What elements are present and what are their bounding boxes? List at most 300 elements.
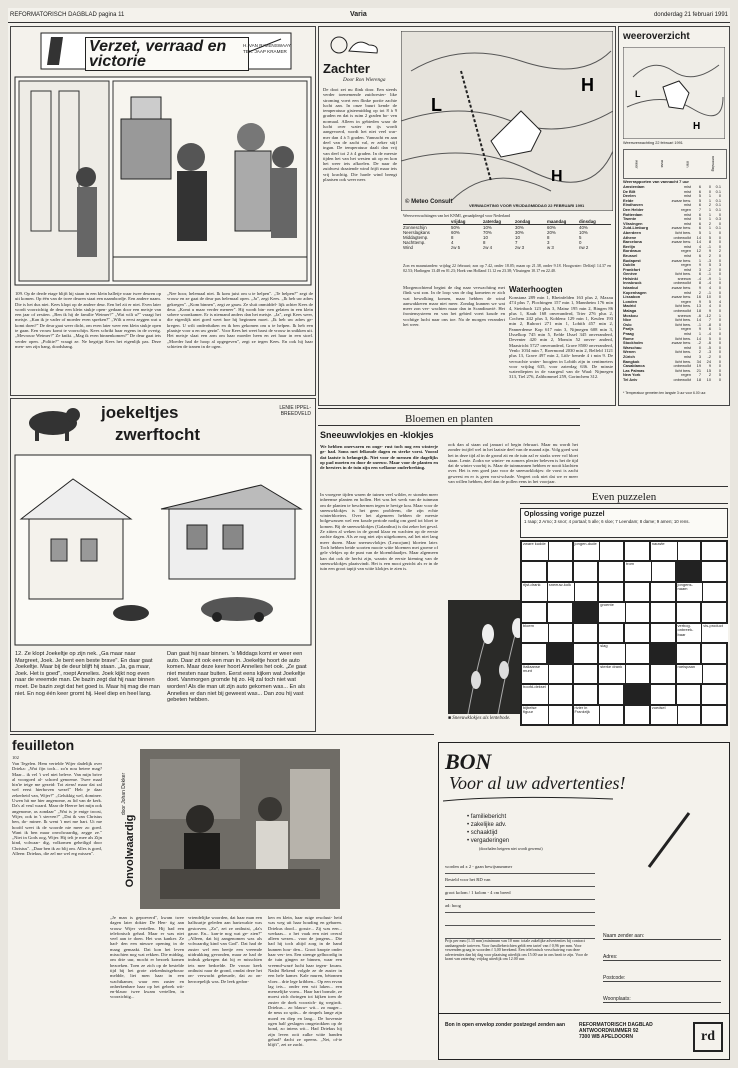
puzzle-solution-text: 1 raap; 2 Arno; 3 snor; 4 portaal; 5 alle; 6 sloe; 7 Leendam; 8 dame; 9 amen; 10 rens. xyxy=(524,519,690,524)
weather-row-label: Wind xyxy=(403,245,414,250)
city-max: 14 xyxy=(696,336,701,341)
city-max: 5 xyxy=(698,194,701,199)
city-nsl: 0 xyxy=(718,345,721,350)
puzzle-solution-title: Oplossing vorige puzzel xyxy=(524,511,605,518)
city-name: Budapest xyxy=(623,258,641,263)
crossword-cell[interactable] xyxy=(676,643,702,663)
city-min: 9 xyxy=(708,249,711,254)
weather-section xyxy=(318,26,616,406)
europe-map-caption: Weersverwachting 22 februari 1991 xyxy=(623,141,683,145)
city-name: Rome xyxy=(623,336,634,341)
crossword-cell[interactable] xyxy=(624,582,650,602)
city-nsl: 0 xyxy=(718,212,721,217)
rd-logo: rd xyxy=(693,1022,723,1052)
city-name: Casablanca xyxy=(623,364,645,369)
city-nsl: 0 xyxy=(718,364,721,369)
city-max: 19 xyxy=(696,364,701,369)
city-min: -3 xyxy=(707,258,711,263)
city-nsl: 0 xyxy=(718,221,721,226)
crossword-cell[interactable] xyxy=(701,602,727,622)
svg-text:L: L xyxy=(431,95,442,115)
joekeltjes-title-2: zwerftocht xyxy=(115,425,200,444)
city-nsl: 0 xyxy=(718,332,721,336)
ad-option-label: vergaderingen xyxy=(470,838,510,844)
crossword-cell[interactable] xyxy=(573,664,599,684)
ad-footer xyxy=(439,1013,729,1060)
crossword-cell[interactable] xyxy=(598,684,624,704)
crossword-cell[interactable] xyxy=(547,664,573,684)
city-max: 1 xyxy=(698,258,701,263)
feuilleton-col3: vriendelijke woorden, dat haar man een halfuurtje geleden aan hartzwakte was gestorven. „Zo", zei ze onthutst, „da's gauw. En... kan-ie nog wat ge- zien?" „Alleen, dat hij aangenomen was als volwaardig kind van God". Dat had de zuster wel een beetje een vreemde uitdrukking gevonden, maar ze had de indruk gekregen dat hij er misschien iets mee bedoelde. De vrouw keek onthutst naar de grond, omdat deze het on- verwacht gebeurde, dat zo on- herroepelijk was. De leek gedon- xyxy=(188,915,262,984)
city-weer: licht bew. xyxy=(674,318,691,323)
bloemen-col1: In vroegere tijden waren de tuinen veel wilder, er stonden meer inheemse planten en bollen. Het was het werk van de tuinman om de planten te beschermen tegen te hevige kou. Maar voor de sneeuwklokjes is het geen probleem, die zijn echte winterbloeiers. Over het algemeen hebben de meeste bolgewassen wel een koude periode nodig om goed tot bloei te komen. Bij de sneeuwklokjes (Galanthus) is dat zeker het geval. Ze zitten al weken in de grond klaar en wachten op de eerste zachte dagen. Als ze nog niet zijn uitgekomen, zal het niet lang meer duren. Maar sneeuwvlokjes (Leucojum) bloeien later. Toch hebben beide soorten mooie witte bloemen met groene of gele vlekjes op de punt van de bloemblaadjes. Maar algemeen kan dat ook de herfst zijn, waarin de eerste kieming van de sneeuwklokjes plaatsvindt. Het is een mooi gezicht als er in de tuin een groot tapijt van witte klokjes te zien is. xyxy=(320,492,438,572)
feuilleton-col2: „Je man is gepoeverd", kwam twee dagen later dokter De Hen- tig aan vrouw Wijer vertellen. Hij had een telefonisch gehad. Maar er was niet veel aan te doen. Het was kanker. Ze had- den een nieuwe opening in de maag gemaakt. Dat kon het leven misschien nog wat rekken. Die middag, om drie uur, mocht er bezoek komen bezoeken. Toen ze zich op de bestelde tijd bij het grote ziekenhuisgebouw meldde, liet men haar in een wachtkamer, waar een zuster en onherkenbare haar op het gebrek wit-en-blauw twee kwam vertellen, in voorzichtig... xyxy=(110,915,184,1000)
city-max: 14 xyxy=(696,240,701,245)
verzet-credits: H. VAN RAVENSWAAY TEK. JAAP KRAMER xyxy=(243,43,291,54)
ad-address-field[interactable] xyxy=(603,919,721,940)
crossword-cell[interactable] xyxy=(521,643,547,663)
city-name: Rotterdam xyxy=(623,212,643,217)
ad-field-label: Adres: xyxy=(603,954,618,960)
verzet-title: Verzet, verraad en victorie xyxy=(85,37,249,71)
crossword-cell[interactable] xyxy=(650,684,676,704)
weather-cell: 10 xyxy=(515,235,520,240)
weather-row-label: Neerslagkans xyxy=(403,230,430,235)
city-nsl: 0 xyxy=(718,230,721,235)
legend-min: min xyxy=(685,160,691,168)
ad-option[interactable] xyxy=(467,829,607,837)
newspaper-page xyxy=(8,8,730,1060)
city-weer: licht bew. xyxy=(674,230,691,235)
city-name: Twente xyxy=(623,217,637,222)
city-name: Vlissingen xyxy=(623,221,643,226)
city-weer: zwaar bew. xyxy=(671,258,691,263)
city-nsl: 0 xyxy=(718,336,721,341)
city-name: Kopenhagen xyxy=(623,290,647,295)
weather-map xyxy=(401,31,613,211)
weather-day-1: vrijdag xyxy=(451,219,466,224)
city-weer: licht bew. xyxy=(674,368,691,373)
city-min: 5 xyxy=(708,263,711,268)
city-nsl: 0 xyxy=(718,267,721,272)
crossword-cell[interactable] xyxy=(676,541,702,561)
crossword-block xyxy=(650,643,676,663)
crossword-cell[interactable] xyxy=(701,705,727,725)
city-nsl: 0 xyxy=(718,286,721,291)
ad-form-line[interactable]: groot kolom / 1 kolom - 4 cm breed xyxy=(445,887,595,900)
feuilleton-story xyxy=(10,734,434,1059)
issue-date: donderdag 21 februari 1991 xyxy=(653,12,728,18)
city-name: Istanbul xyxy=(623,286,638,291)
city-min: 15 xyxy=(706,368,711,373)
city-weer: mist xyxy=(683,217,691,222)
weather-row-label: Zonneschijn xyxy=(403,225,427,230)
waterhoogten-title: Waterhoogten xyxy=(509,285,563,294)
verzet-text-col2: „Nee hoor, helemaal niet. Ik kom juist om u te helpen". „Te helpen?" zegt de vrouw en ze gaat de deur pas helemaal open. „Ja", zegt Kees. „Ik heb uw adres gekregen". „Kom binnen", zegt ze gauw. Ze sluit onmiddel- lijk achter Kees de deur. „Komt u maar verder meneer". Hij wordt bin- nen gelaten in een klein sobere woonkamer. Er is niemand anders dan het meisje. „Ja", zegt Kees weer, die eigenlijk niet goed weet hoe hij beginnen moet. „Ik heb uw adres ge- kregen. U wilt onderduiken en ik ben gekomen om u te helpen. Ik heb een plaatsje voor u en uw gezin". Voor Kees het weet barst de vrouw in snikken uit. Het meisje slaat een arm om haar moeder heen en zet haar in een stoel. „Moeder had de hoop al opgegeven", zegt ze tegen Kees. En ook hij haar schieten de tranen in de ogen. xyxy=(167,291,313,349)
ad-blank-line[interactable] xyxy=(445,926,595,939)
weather-cell: 5 xyxy=(579,235,582,240)
ad-address-field[interactable] xyxy=(603,940,721,961)
crossword-cell[interactable] xyxy=(650,664,676,684)
crossword-cell[interactable] xyxy=(547,541,573,561)
crossword-cell[interactable] xyxy=(701,684,727,704)
city-max: 18 xyxy=(696,377,701,382)
crossword-cell[interactable] xyxy=(701,561,727,581)
city-min: -1 xyxy=(707,272,711,277)
city-min: -8 xyxy=(707,322,711,327)
city-name: Madrid xyxy=(623,304,636,309)
city-min: 7 xyxy=(708,318,711,323)
legend-weer: weer xyxy=(634,159,640,169)
crossword-cell[interactable] xyxy=(547,561,573,581)
ad-option-label: familiebericht xyxy=(470,814,507,820)
city-nsl: 0.1 xyxy=(715,185,721,189)
city-max: 21 xyxy=(696,368,701,373)
svg-text:H: H xyxy=(693,121,701,132)
feuilleton-title: feuilleton xyxy=(12,737,75,753)
verzet-text-col1: 109. Op de derde etage blijft hij staan in een klein halletje waar twee deuren op uit komen. Op één van de twee deuren staat een naambordje. Een andere naam. Die is het dus niet. Kees klopt op de andere deur. Een bel zit er niet. Even later wordt voorzichtig de deur een klein stukje open- gedaan door een meisje van een jaar of zestien. „Ben ik hij de familie Weimer?" „Wat wilt u?" vraagt het meisje. „Kan ik je vader of moeder even spreken?" „Wilt u eerst zeggen wat u komt doen?" De deur gaat weer dicht, om even later weer een klein stukje open te gaan. Een vrouw komt te voorschijn. Kees schrikt haar ergens in de overig. „Mevrouw Weimer?" Ze knikt. „Mag ik even binnenkomen?" De deur gaat iets verder open. „Politie?" vraagt ze. Ne begrijpt Kees het eigenlijk pas. Deze men- sen zijn bang, doodsbang. xyxy=(15,291,161,349)
crossword-cell[interactable] xyxy=(650,582,676,602)
bloemen-title: Bloemen en planten xyxy=(405,413,493,425)
ad-option[interactable] xyxy=(467,821,607,829)
city-max: -1 xyxy=(697,322,701,327)
crossword-cell[interactable] xyxy=(598,623,624,643)
city-min: 1 xyxy=(708,198,711,203)
city-nsl: 0.3 xyxy=(715,217,721,222)
weather-day-5: dinsdag xyxy=(579,219,596,224)
city-nsl: 0 xyxy=(718,354,721,359)
city-nsl: 1 xyxy=(718,313,721,318)
weather-cell: zw 5 xyxy=(451,245,461,250)
city-max: 2 xyxy=(698,350,701,355)
city-name: New York xyxy=(623,373,641,378)
city-weer: zwaar bew. xyxy=(671,286,691,291)
ad-form-line[interactable]: ad: hoog xyxy=(445,900,595,913)
city-nsl: 0 xyxy=(718,318,721,323)
crossword-cell[interactable] xyxy=(547,602,573,622)
weather-cell: 8 xyxy=(451,235,454,240)
crossword-cell[interactable] xyxy=(650,623,676,643)
feuilleton-photo xyxy=(140,749,340,909)
weather-table-source: Weersverwachtingen van het KNMI, geraadpleegd voor Nederland xyxy=(403,213,511,218)
crossword-cell[interactable] xyxy=(701,664,727,684)
city-name: Nice xyxy=(623,318,632,323)
city-max: 18 xyxy=(696,309,701,314)
crossword-cell[interactable] xyxy=(547,684,573,704)
crossword-cell[interactable] xyxy=(521,561,547,581)
city-name: Berlijn xyxy=(623,244,636,249)
city-name: Barcelona xyxy=(623,240,642,245)
city-nsl: 0 xyxy=(718,350,721,355)
crossword-clue: bloem xyxy=(521,623,549,643)
weather-cell: 3 xyxy=(547,240,550,245)
city-weer: onbewolkt xyxy=(673,235,691,240)
city-max: 8 xyxy=(698,281,701,286)
crossword-cell[interactable] xyxy=(573,582,599,602)
feuilleton-col1: Van Tegelen. Hem vertelde Wijer dadelijk over Drieka: „Wat fijn toch... zo'n nou betere mag? Maar... ik vel 't wel niet beleve. Van mijn brive al voorgoed al- schoed genoeme. Twee maal hin'te tetge me gezeid: Tot ziens! maar dat zal wel eerst hierboven wezel" Heb je daar zekerheid van, Wijer?" „Gelukkig wel, dominee. Uwen hit me hier angenome, as lid van de kerk. Da's al veul waard. Maar de Heerre het mijn ook angenome, as zondaar" „Wat is je enige troost, Wijer, ook in 't sterven?" „Dat ik van Christus ben, do- minee. Ik went 't met me hart. Ut me hoofd weet ik de woorde nie meer zo goed. Want ik ben maar onvolwaardig, zegge ze." „Niet in Gods oog, Wijer. Hij telt je mee als Zijn kind, volwaar- dig, volkomen geheiligd door Christus". „Daar ben ik zo blij om. Alles is goed, Alleen: Driekus, die zel me wel erg missen". xyxy=(12,761,102,857)
puzzle-title: Even puzzelen xyxy=(591,491,657,503)
city-nsl: 0 xyxy=(718,295,721,300)
ad-field-label: Woonplaats: xyxy=(603,996,631,1002)
ad-address-fields xyxy=(603,919,721,1003)
city-nsl: 0.1 xyxy=(715,189,721,194)
city-name: Londen xyxy=(623,299,638,304)
city-min: 2 xyxy=(708,221,711,226)
city-weer: mist xyxy=(683,345,691,350)
city-name: Wenen xyxy=(623,350,636,355)
crossword-cell[interactable] xyxy=(573,684,599,704)
weeroverzicht-title: weeroverzicht xyxy=(623,31,690,42)
weather-map-logo: © Meteo Consult xyxy=(405,199,453,205)
city-min: 5 xyxy=(708,299,711,304)
city-max: 6 xyxy=(698,189,701,194)
crossword-clue: slag xyxy=(598,643,626,663)
crossword-grid xyxy=(520,540,728,726)
city-name: Praag xyxy=(623,332,634,336)
verzet-story xyxy=(10,26,316,396)
crossword-cell[interactable] xyxy=(624,664,650,684)
city-max: -2 xyxy=(697,341,701,346)
ad-fine-print: Prijs per mm (1.15 mm) minimum van 10 mm: totale zakelijke advertenties bij contract aanhangende tarieven. Voor familieberichten geldt een tarief van f 0,96 per mm. Voor verzenden graag in woorden f 3,00 berekend. Een telefonisch verschuiving van deze advertenties dan bij dag voor plaatsing uiterlijk om 15.00 uur in ons bezit te zijn. Voor de krant van zaterdag: vrijdag uiterlijk om 12.00 uur. xyxy=(445,939,588,962)
city-name: Zürich xyxy=(623,354,635,359)
ad-option[interactable] xyxy=(467,837,607,845)
joekeltjes-text-right: Dan gaat hij naar binnen. 's Middags komt er weer een auto. Daar zit ook een man in. Joekeltje hoort de auto komen. Maar deze keer hoort Annelies het ook. „Ze gaat niet mesten naar buiten. Eerst eens kijken wat Joekeltje doet. Vanmorgen gromde hij zo. Hij zal toch niet wat worden! Als die man uit zijn auto gekomen was... En als Annelies er dan niet bij geweest was... Dan zou hij vast gebeten hebben. xyxy=(167,651,307,704)
ad-option-label: zakelijke adv. xyxy=(470,822,507,828)
weather-cell: 8 xyxy=(547,235,550,240)
city-nsl: 0 xyxy=(718,290,721,295)
weather-cell: 50% xyxy=(451,225,460,230)
crossword-clue: verbog. onbreek-baar xyxy=(676,623,704,643)
city-min: -4 xyxy=(707,281,711,286)
city-nsl: 0 xyxy=(718,258,721,263)
city-name: Helsinki xyxy=(623,276,638,281)
city-weer: licht bew. xyxy=(674,304,691,309)
joekeltjes-text-left: 12. Ze klopt Joekeltje op zijn nek. „Ga maar naar Margreet, Joek. Je bent een beste brave". En daar gaat Joekeltje. Maar bij de deur blijft hij staan. „Ja, ga maar, Joek. Het is goed", roept Annelies. Joek kijkt nog even naar de vreemde man. De bazin zegt dat hij naar binnen moet. De bazin zegt dat het goed is. Maar hij mag die man niet. En nog één keer gromt hij. Heel diep en heel lang. xyxy=(15,651,160,697)
city-nsl: 0.1 xyxy=(715,207,721,212)
ad-title-2: Voor al uw advertenties! xyxy=(449,773,626,793)
ad-address-field[interactable] xyxy=(603,982,721,1003)
puzzle-section xyxy=(520,486,728,726)
joekeltjes-story xyxy=(10,398,316,732)
city-min: 4 xyxy=(708,304,711,309)
ad-form-lines xyxy=(445,861,595,939)
crossword-clue: vis-product xyxy=(701,623,728,643)
city-min: 0 xyxy=(708,185,711,189)
city-weer: mist xyxy=(683,253,691,258)
weather-table-row xyxy=(403,245,611,250)
city-min: -6 xyxy=(707,341,711,346)
page-header xyxy=(8,8,730,23)
city-min: 0 xyxy=(708,189,711,194)
city-weer: zwaar bew. xyxy=(671,341,691,346)
city-name: Amsterdam xyxy=(623,185,645,189)
city-min: 5 xyxy=(708,235,711,240)
city-name: De Bilt xyxy=(623,189,636,194)
crossword-cell[interactable] xyxy=(573,623,599,643)
svg-text:H: H xyxy=(551,168,563,185)
city-weer: onbewolkt xyxy=(673,364,691,369)
city-min: -12 xyxy=(705,313,711,318)
city-max: 6 xyxy=(698,203,701,208)
crossword-cell[interactable] xyxy=(701,582,727,602)
crossword-cell[interactable] xyxy=(624,541,650,561)
city-name: Brussel xyxy=(623,253,638,258)
crossword-cell[interactable] xyxy=(547,623,573,643)
crossword-clue: jongen-dude xyxy=(573,541,601,561)
crossword-cell[interactable] xyxy=(624,643,650,663)
weather-cell: 7 xyxy=(515,240,518,245)
city-min: -9 xyxy=(707,276,711,281)
weather-cell: 60% xyxy=(451,230,460,235)
weather-cell: 0 xyxy=(579,240,582,245)
city-name: Malaga xyxy=(623,309,637,314)
ad-field-label: Postcode: xyxy=(603,975,626,981)
ad-field-label: Naam zender aan: xyxy=(603,933,645,939)
crossword-cell[interactable] xyxy=(676,602,702,622)
city-max: 6 xyxy=(698,212,701,217)
crossword-cell[interactable] xyxy=(573,561,599,581)
city-nsl: 0 xyxy=(718,244,721,249)
city-weer: zwaar bew. xyxy=(671,226,691,231)
crossword-cell[interactable] xyxy=(624,705,650,725)
weather-row-label: Nachttemp. xyxy=(403,240,426,245)
city-nsl: 0 xyxy=(718,194,721,199)
city-weer: regen xyxy=(681,327,691,332)
crossword-cell[interactable] xyxy=(676,684,702,704)
bullet-icon: • xyxy=(467,838,471,844)
ad-form-line[interactable]: Besteld voor het RD van xyxy=(445,874,595,887)
city-min: 10 xyxy=(706,295,711,300)
city-weer: zwaar bew. xyxy=(671,295,691,300)
crossword-cell[interactable] xyxy=(598,705,624,725)
city-nsl: 0 xyxy=(718,359,721,364)
crossword-cell[interactable] xyxy=(676,705,702,725)
city-nsl: 0 xyxy=(718,322,721,327)
crossword-clue: Italiaanse munt xyxy=(521,664,549,684)
city-min: 2 xyxy=(708,203,711,208)
city-max: 7 xyxy=(698,373,701,378)
city-weer: regen xyxy=(681,373,691,378)
ad-address: REFORMATORISCH DAGBLAD ANTWOORDNUMMER 92 7300 WB APELDOORN xyxy=(579,1022,653,1040)
city-name: Bangkok xyxy=(623,359,640,364)
bloemen-col2: ook dan al staan zal januari of begin februari. Maar nu wordt het zonder twijfel wel in het laatste deel van de maand zijn. Volg goed wat het in deze tijd al in de grond zit en de tuin zal er straks weer vol bloei staan. Lente. Zodra we winter- en zomers plezier beleven is het de tijd dat de winter voorbij is. Maar de tuinmannen hebben er nooit klachten over. Het is een goed jaar voor de sneeuwklokjes: de vorst is zacht geweest en er is geen vorst-schade. Vergeet ook niet dat we er meer van willen hebben, deel dan de pollen eens in het voorjaar. xyxy=(448,442,578,485)
ad-note: (doorhalen hetgeen niet wordt gewenst) xyxy=(479,846,543,851)
weeroverzicht-legend xyxy=(623,149,727,179)
city-weer: licht bew. xyxy=(674,322,691,327)
crossword-cell[interactable] xyxy=(521,602,547,622)
city-max: 9 xyxy=(698,286,701,291)
ad-form-line[interactable]: worden ad x 2 - gaan bewijsnummer xyxy=(445,861,595,874)
city-min: 4 xyxy=(708,286,711,291)
city-max: 6 xyxy=(698,253,701,258)
city-weer: regen xyxy=(681,207,691,212)
city-min: -1 xyxy=(707,244,711,249)
zachter-col2: Morgenochtend begint de dag naar verwachting met flink wat zon. In de loop van de dag kometen er zich wat bewolking komen, maar hebben de wind aanwakkeren maar niet meer. Zondag kunnen we wat meer zon ver- wachten maar dan in Scandinavië. Het frontensysteem en van het gebied voert koude en vochtige lucht naar ons toe. Na de morgen verandert het weer. xyxy=(403,285,505,328)
city-min: 24 xyxy=(706,359,711,364)
puzzle-banner xyxy=(520,486,728,504)
crossword-cell[interactable] xyxy=(598,582,624,602)
ad-option-label: schaaktijd xyxy=(470,830,498,836)
crossword-cell[interactable] xyxy=(624,623,650,643)
city-name: Moskou xyxy=(623,313,638,318)
city-nsl: 5 xyxy=(718,373,721,378)
crossword-cell[interactable] xyxy=(701,541,727,561)
weather-day-3: zondag xyxy=(515,219,531,224)
weather-cell: zw 3 xyxy=(515,245,525,250)
city-nsl: 0.1 xyxy=(715,226,721,231)
crossword-cell[interactable] xyxy=(573,643,599,663)
crossword-clue: zware kudde xyxy=(521,541,549,561)
crossword-clue: sterke drank xyxy=(598,664,626,684)
city-min: 1 xyxy=(708,212,711,217)
city-name: Frankfort xyxy=(623,267,641,272)
crossword-cell[interactable] xyxy=(650,561,676,581)
city-weer: onbewolkt xyxy=(673,281,691,286)
ad-address-field[interactable] xyxy=(603,961,721,982)
city-min: 1 xyxy=(708,217,711,222)
ad-option[interactable] xyxy=(467,813,607,821)
city-weather-list xyxy=(623,185,725,383)
svg-text:H: H xyxy=(581,75,594,95)
ad-title-1: BON xyxy=(445,749,492,774)
city-min: 2 xyxy=(708,373,711,378)
city-max: 12 xyxy=(696,249,701,254)
city-nsl: 0 xyxy=(718,368,721,373)
crossword-cell[interactable] xyxy=(701,643,727,663)
weeroverzicht xyxy=(618,26,730,406)
crossword-cell[interactable] xyxy=(624,602,650,622)
city-max: 2 xyxy=(698,290,701,295)
city-min: 1 xyxy=(708,226,711,231)
ad-blank-line[interactable] xyxy=(445,913,595,926)
city-weer: mist xyxy=(683,221,691,226)
snowdrop-caption: ■ Sneeuwklokjes als lentebode. xyxy=(448,716,511,721)
weeroverzicht-footnote: * Temperatuur gemeten ten langste 3 uur voor 6.00 uur. xyxy=(623,391,707,395)
city-max: 9 xyxy=(698,263,701,268)
weather-cell: w 3 xyxy=(547,245,554,250)
city-weer: licht bew. xyxy=(674,350,691,355)
city-name: Parijs xyxy=(623,327,634,332)
waterhoogten-box xyxy=(509,285,613,401)
city-min: 9 xyxy=(708,364,711,369)
weather-map-caption: VERWACHTING VOOR VRIJDAGMIDDAG 22 FEBRUARI 1991 xyxy=(469,203,585,208)
city-nsl: 0 xyxy=(718,235,721,240)
city-name: Dublin xyxy=(623,263,636,268)
section-title: Varia xyxy=(350,11,367,18)
city-min: 2 xyxy=(708,253,711,258)
bullet-icon: • xyxy=(467,822,471,828)
city-min: -4 xyxy=(707,332,711,336)
crossword-cell[interactable] xyxy=(598,541,624,561)
city-min: 5 xyxy=(708,336,711,341)
crossword-cell[interactable] xyxy=(547,705,573,725)
weather-icon xyxy=(323,31,383,57)
weather-cell: 60% xyxy=(547,225,556,230)
crossword-block xyxy=(676,561,702,581)
city-nsl: 0 xyxy=(718,377,721,382)
weather-row-label: Middagtemp. xyxy=(403,235,429,240)
weather-cell: 20% xyxy=(547,230,556,235)
crossword-cell[interactable] xyxy=(598,561,624,581)
city-min: 9 xyxy=(708,309,711,314)
crossword-cell[interactable] xyxy=(650,602,676,622)
city-max: 14 xyxy=(696,235,701,240)
zachter-title: Zachter xyxy=(323,61,370,76)
crossword-clue: hoofd-deksel xyxy=(521,684,549,704)
city-name: Eindhoven xyxy=(623,203,643,208)
crossword-block xyxy=(624,684,650,704)
city-name: Bordeaux xyxy=(623,249,641,254)
